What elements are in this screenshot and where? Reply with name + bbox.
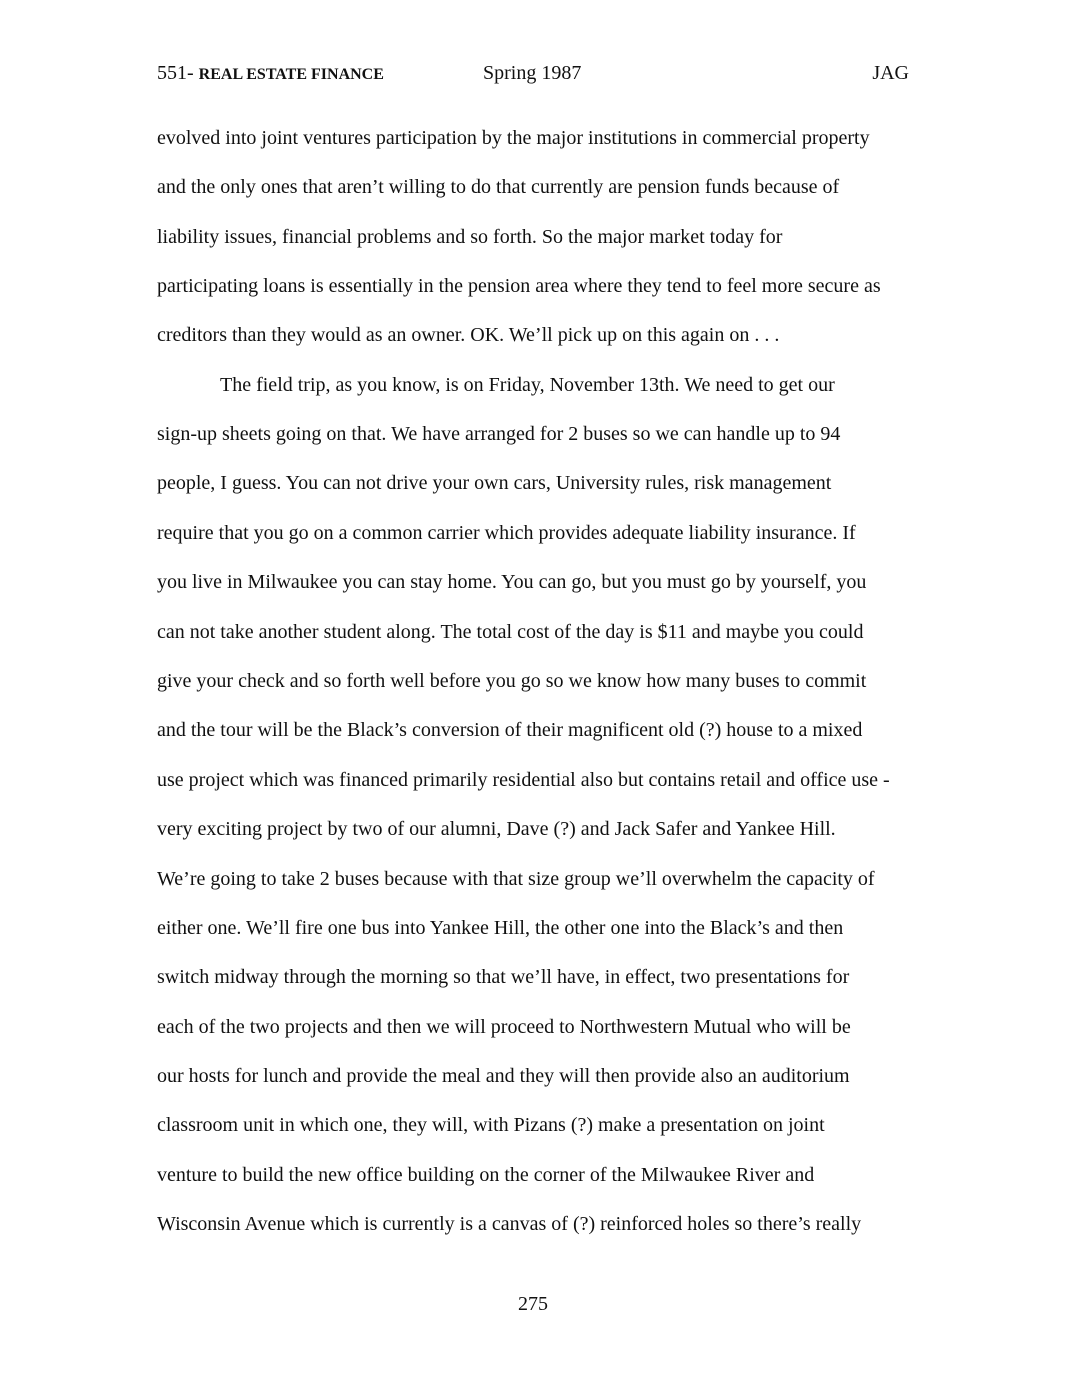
page-header [157, 62, 909, 92]
text-line: and the only ones that aren’t willing to do that currently are pension funds because of [157, 176, 840, 198]
text-line: classroom unit in which one, they will, with Pizans (?) make a presentation on joint [157, 1114, 825, 1136]
text-line: give your check and so forth well before you go so we know how many buses to commit [157, 670, 867, 692]
text-line: liability issues, financial problems and so forth. So the major market today for [157, 226, 783, 248]
text-line: switch midway through the morning so that we’ll have, in effect, two presentations for [157, 966, 850, 988]
text-line: creditors than they would as an owner. OK. We’ll pick up on this again on . . . [157, 324, 780, 346]
course-title: REAL ESTATE FINANCE [198, 66, 384, 83]
page-number: 275 [518, 1293, 548, 1315]
text-line: The field trip, as you know, is on Friday, November 13th. We need to get our [220, 374, 835, 396]
text-line: people, I guess. You can not drive your own cars, University rules, risk management [157, 472, 832, 494]
text-line: venture to build the new office building on the corner of the Milwaukee River and [157, 1164, 815, 1186]
author-initials: JAG [872, 62, 909, 84]
text-line: our hosts for lunch and provide the meal and they will then provide also an auditorium [157, 1065, 850, 1087]
text-line: either one. We’ll fire one bus into Yankee Hill, the other one into the Black’s and then [157, 917, 844, 939]
text-line: evolved into joint ventures participation by the major institutions in commercial property [157, 127, 870, 149]
text-line: require that you go on a common carrier which provides adequate liability insurance. If [157, 522, 856, 544]
text-line: participating loans is essentially in the pension area where they tend to feel more secure as [157, 275, 881, 297]
text-line: Wisconsin Avenue which is currently is a canvas of (?) reinforced holes so there’s really [157, 1213, 862, 1235]
text-line: very exciting project by two of our alumni, Dave (?) and Jack Safer and Yankee Hill. [157, 818, 836, 840]
course-number: 551- [157, 62, 194, 84]
text-line: and the tour will be the Black’s conversion of their magnificent old (?) house to a mixed [157, 719, 863, 741]
text-line: use project which was financed primarily residential also but contains retail and office use - [157, 769, 890, 791]
text-line: We’re going to take 2 buses because with that size group we’ll overwhelm the capacity of [157, 868, 875, 890]
text-line: each of the two projects and then we will proceed to Northwestern Mutual who will be [157, 1016, 851, 1038]
text-line: you live in Milwaukee you can stay home. You can go, but you must go by yourself, you [157, 571, 867, 593]
course-label [157, 62, 384, 85]
term: Spring 1987 [483, 62, 582, 84]
text-line: sign-up sheets going on that. We have arranged for 2 buses so we can handle up to 94 [157, 423, 841, 445]
text-line: can not take another student along. The total cost of the day is $11 and maybe you could [157, 621, 864, 643]
